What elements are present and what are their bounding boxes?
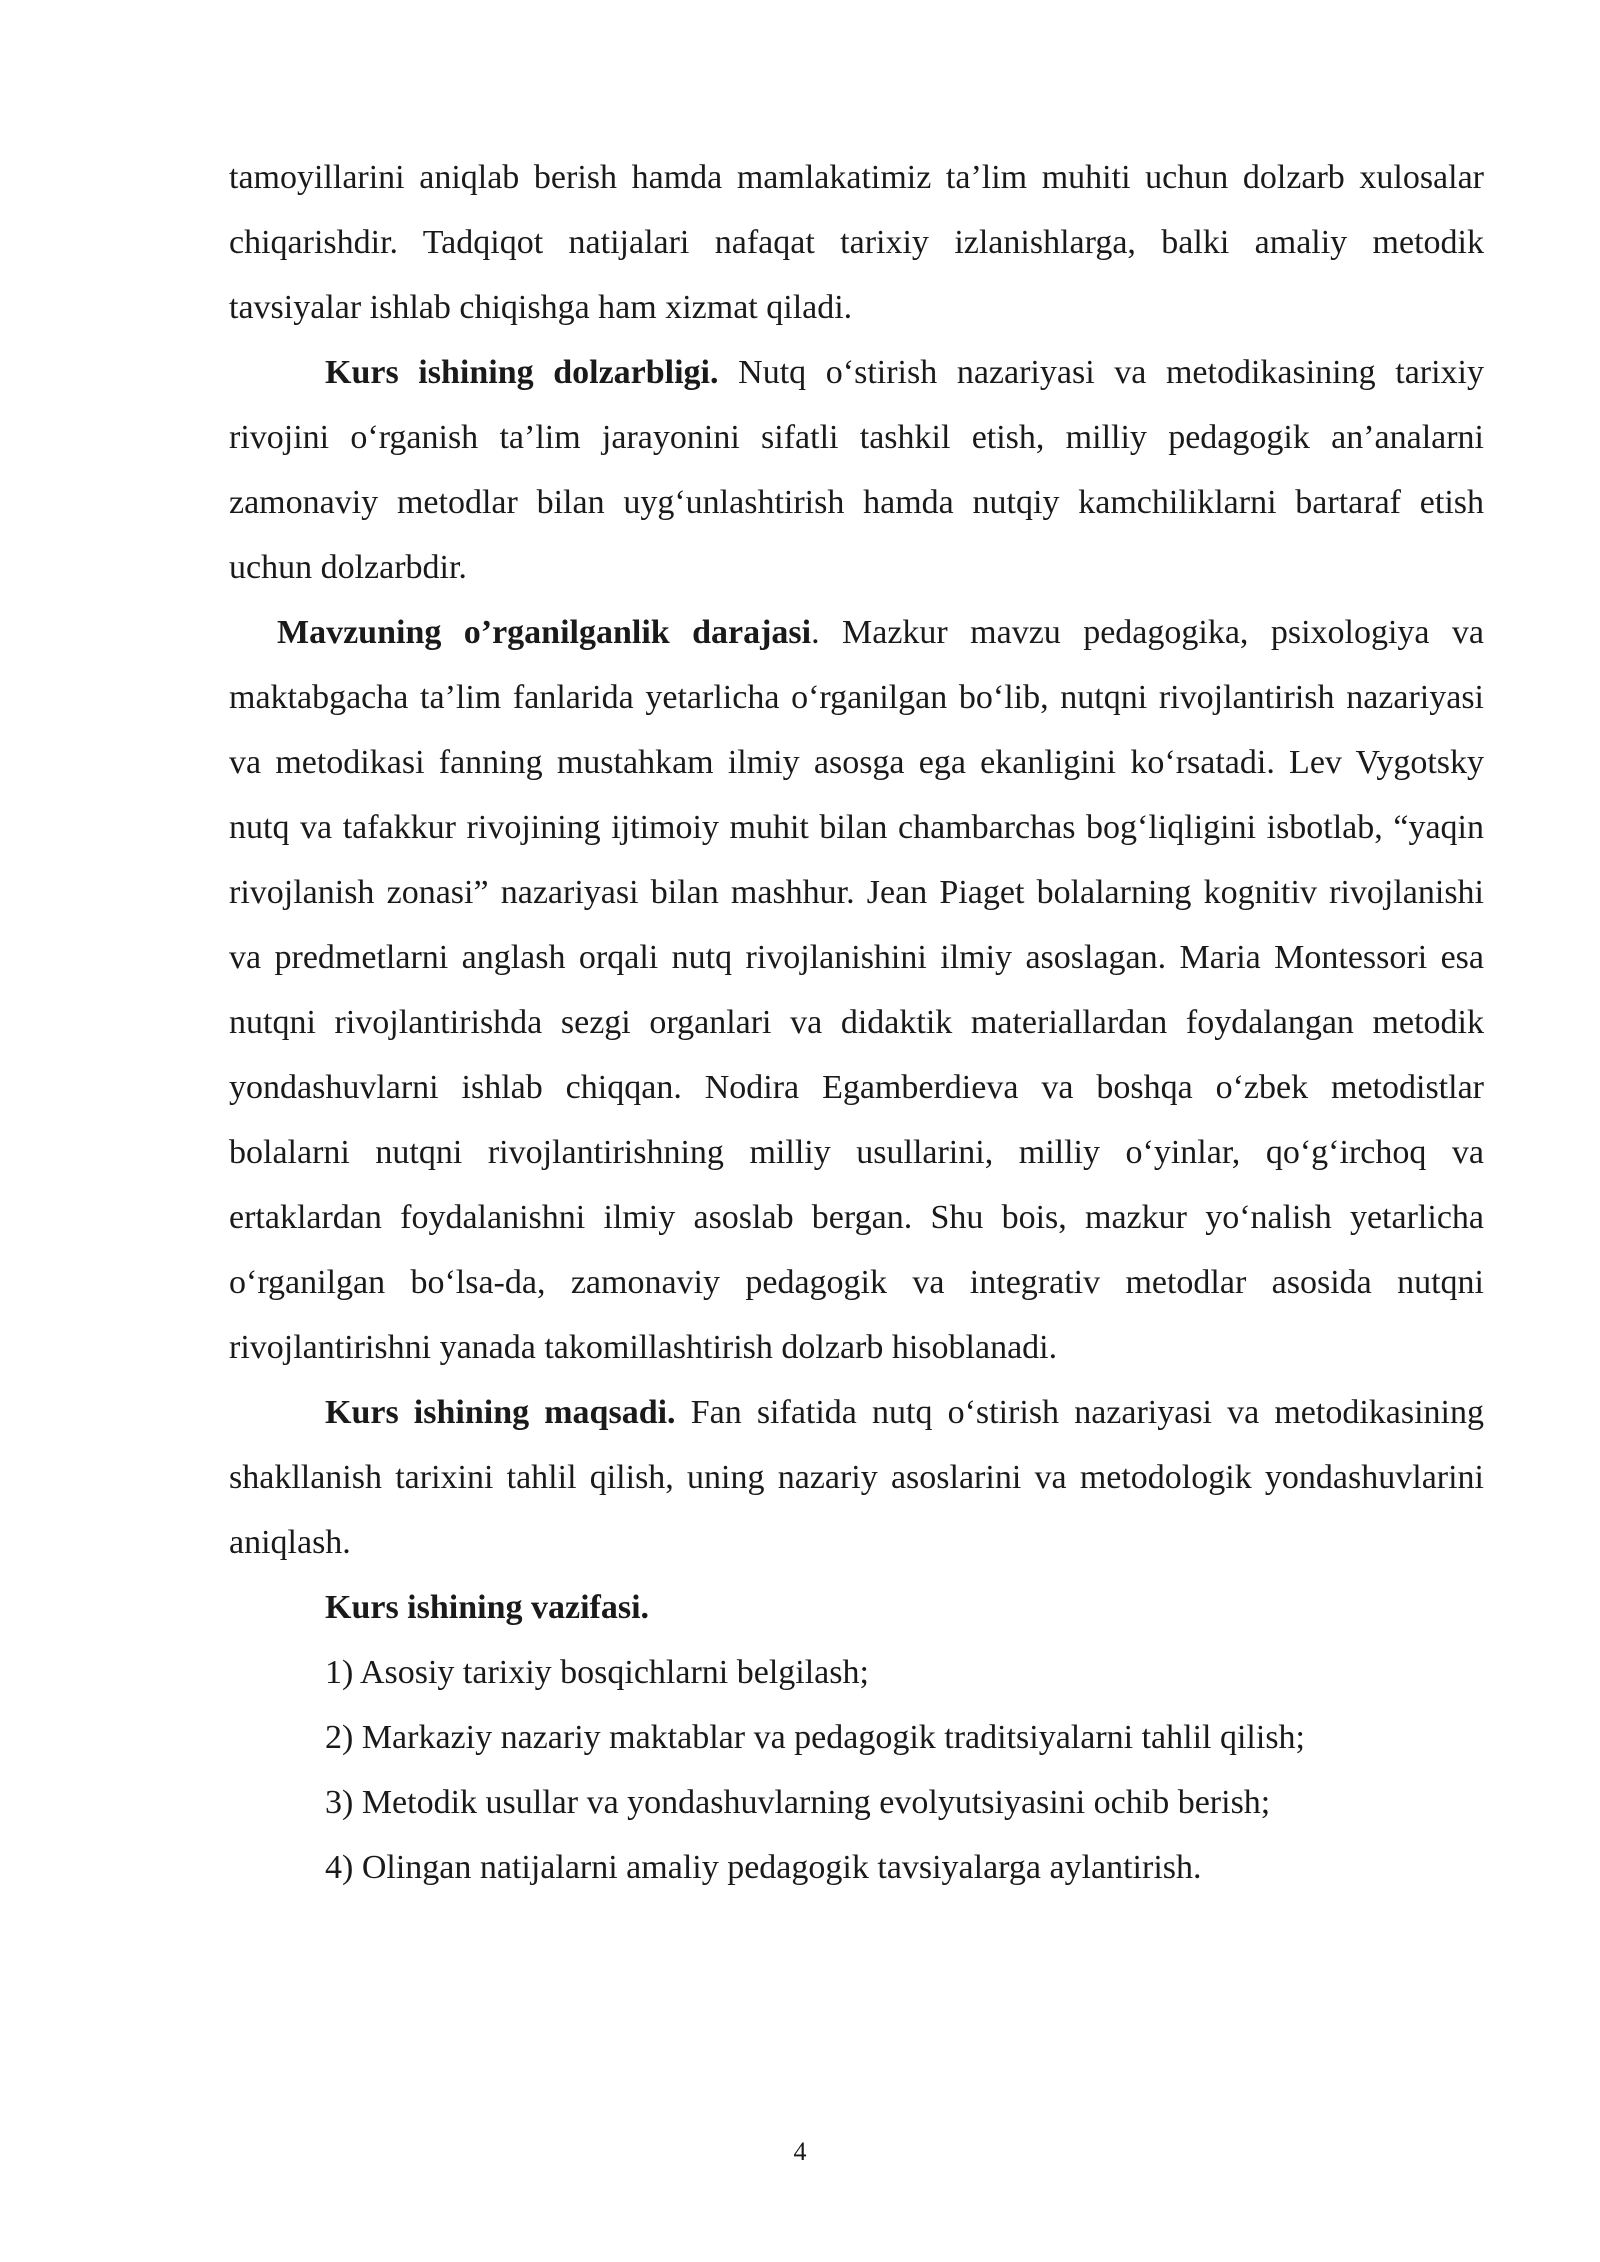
relevance-heading: Kurs ishining dolzarbligi.: [325, 354, 719, 391]
tasks-heading: Kurs ishining vazifasi.: [325, 1589, 650, 1626]
study-level-heading: Mavzuning o’rganilganlik darajasi: [277, 614, 812, 651]
goal-text: Fan sifatida nutq o‘stirish nazariyasi va metodikasining shakllanish tarixini tahlil qilish, uning nazariy asoslarini va metodologik yondashuvlarini aniqlash.: [229, 1394, 1484, 1561]
page-number: 4: [793, 2137, 807, 2166]
relevance-text: Nutq o‘stirish nazariyasi va metodikasining tarixiy rivojini o‘rganish ta’lim jarayonini sifatli tashkil etish, milliy pedagogik an’analarni zamonaviy metodlar bilan uyg‘unlashtirish hamda nutqiy kamchiliklarni bartaraf etish uchun dolzarbdir.: [229, 354, 1484, 586]
intro-paragraph: tamoyillarini aniqlab berish hamda mamlakatimiz ta’lim muhiti uchun dolzarb xulosalar chiqarishdir. Tadqiqot natijalari nafaqat tarixiy izlanishlarga, balki amaliy metodik tavsiyalar ishlab chiqishga ham xizmat qiladi.: [229, 159, 1484, 326]
goal-paragraph: [229, 1380, 1484, 1575]
task-item-1: 1) Asosiy tarixiy bosqichlarni belgilash;: [325, 1654, 869, 1691]
study-level-text: . Mazkur mavzu pedagogika, psixologiya va maktabgacha ta’lim fanlarida yetarlicha o‘rganilgan bo‘lib, nutqni rivojlantirish nazariyasi va metodikasi fanning mustahkam ilmiy asosga ega ekanligini ko‘rsatadi. Lev Vygotsky nutq va tafakkur rivojining ijtimoiy muhit bilan chambarchas bog‘liqligini isbotlab, “yaqin rivojlanish zonasi” nazariyasi bilan mashhur. Jean Piaget bolalarning kognitiv rivojlanishi va predmetlarni anglash orqali nutq rivojlanishini ilmiy asoslagan. Maria Montessori esa nutqni rivojlantirishda sezgi organlari va didaktik materiallardan foydalangan metodik yondashuvlarni ishlab chiqqan. Nodira Egamberdieva va boshqa o‘zbek metodistlar bolalarni nutqni rivojlantirishning milliy usullarini, milliy o‘yinlar, qo‘g‘irchoq va ertaklardan foydalanishni ilmiy asoslab bergan. Shu bois, mazkur yo‘nalish yetarlicha o‘rganilgan bo‘lsa-da, zamonaviy pedagogik va integrativ metodlar asosida nutqni rivojlantirishni yanada takomillashtirish dolzarb hisoblanadi.: [229, 614, 1484, 1366]
study-level-paragraph: [229, 600, 1484, 1380]
body-text: [229, 145, 1484, 1900]
goal-heading: Kurs ishining maqsadi.: [325, 1394, 676, 1431]
task-item-4: 4) Olingan natijalarni amaliy pedagogik tavsiyalarga aylantirish.: [325, 1849, 1202, 1886]
task-item-3: 3) Metodik usullar va yondashuvlarning evolyutsiyasini ochib berish;: [325, 1784, 1271, 1821]
task-item-2: 2) Markaziy nazariy maktablar va pedagogik traditsiyalarni tahlil qilish;: [325, 1719, 1306, 1756]
relevance-paragraph: [229, 340, 1484, 600]
